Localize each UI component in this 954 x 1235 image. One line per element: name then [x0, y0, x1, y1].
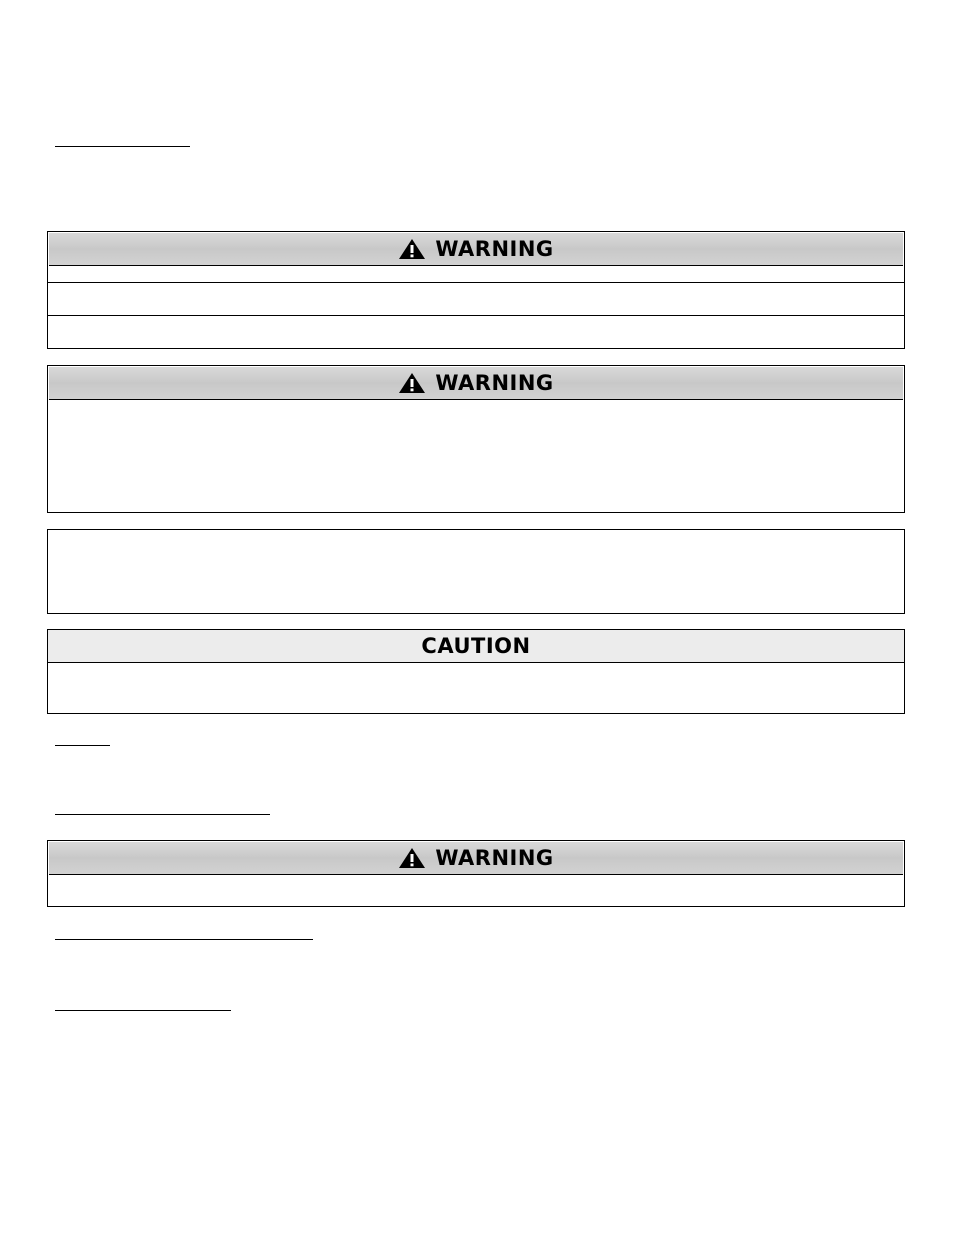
warning-label: WARNING — [435, 371, 554, 395]
section-heading-rule — [55, 146, 190, 147]
warning-header — [49, 233, 903, 266]
warning-box-2 — [47, 365, 905, 513]
warning-row — [48, 316, 904, 348]
section-heading-rule — [55, 745, 110, 746]
warning-row — [48, 266, 904, 283]
caution-header — [48, 630, 904, 663]
warning-header — [49, 842, 903, 875]
notice-box — [47, 529, 905, 614]
warning-box-3 — [47, 840, 905, 907]
section-heading-rule — [55, 1010, 231, 1011]
warning-triangle-icon — [398, 238, 426, 260]
warning-box-1 — [47, 231, 905, 349]
section-heading-rule — [55, 939, 313, 940]
caution-box — [47, 629, 905, 714]
warning-label: WARNING — [435, 237, 554, 261]
caution-label: CAUTION — [421, 634, 531, 658]
warning-label: WARNING — [435, 846, 554, 870]
warning-triangle-icon — [398, 372, 426, 394]
warning-triangle-icon — [398, 847, 426, 869]
section-heading-rule — [55, 814, 270, 815]
warning-row — [48, 283, 904, 316]
warning-header — [49, 367, 903, 400]
